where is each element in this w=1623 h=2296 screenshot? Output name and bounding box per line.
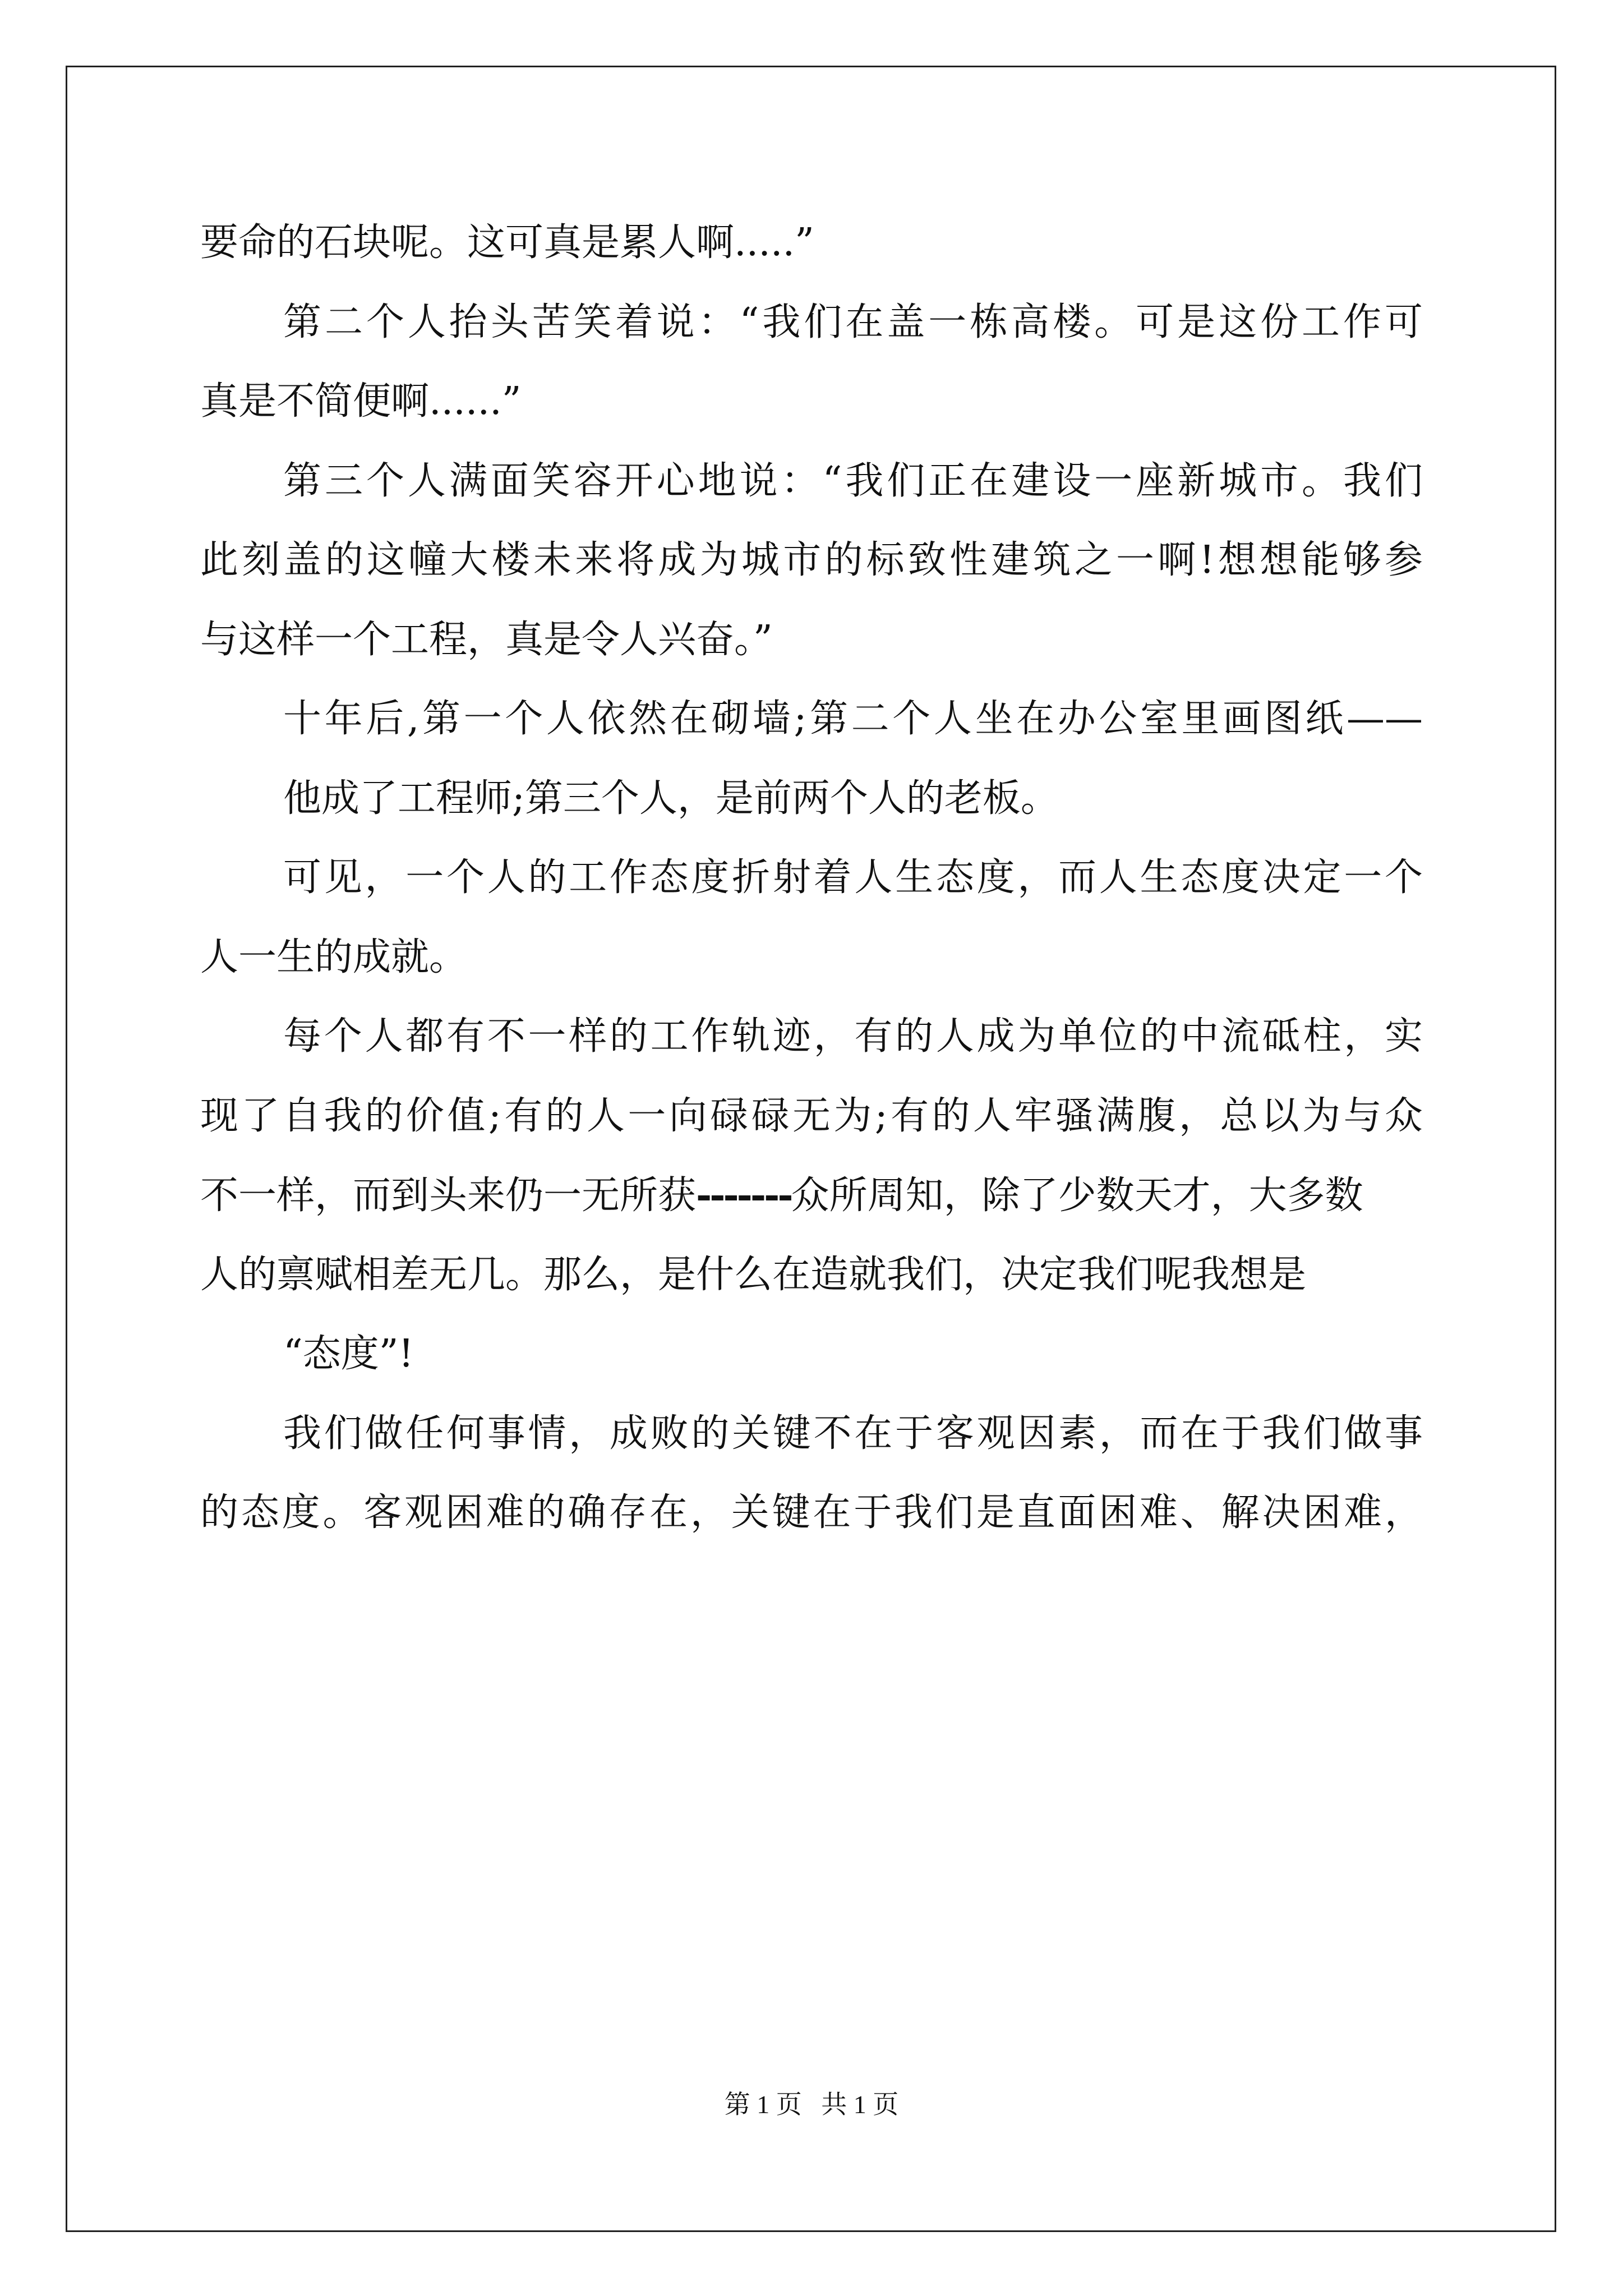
text-line-9: 可见，一个人的工作态度折射着人生态度，而人生态度决定一个 — [283, 855, 1423, 900]
text-line-10: 人一生的成就。 — [200, 935, 468, 979]
text-line-2: 第二个人抬头苦笑着说：“我们在盖一栋高楼。可是这份工作可 — [283, 300, 1423, 344]
page-total: 共 1 页 — [821, 2090, 899, 2119]
text-line-11: 每个人都有不一样的工作轨迹，有的人成为单位的中流砥柱，实 — [283, 1014, 1423, 1059]
text-line-6: 与这样一个工程，真是令人兴奋。” — [200, 618, 773, 662]
text-line-13-start: 不一样，而到头来仍一无所获 — [200, 1174, 697, 1218]
page-footer — [0, 2088, 1623, 2122]
text-line-4: 第三个人满面笑容开心地说：“我们正在建设一座新城市。我们 — [283, 459, 1423, 503]
text-line-16: 我们做任何事情，成败的关键不在于客观因素，而在于我们做事 — [283, 1411, 1423, 1456]
text-line-15: “态度”! — [283, 1332, 414, 1376]
text-line-14: 人的禀赋相差无几。那么，是什么在造就我们，决定我们呢我想是 — [200, 1253, 1307, 1297]
text-line-13 — [200, 1167, 1363, 1224]
dash-separator: ------- — [696, 1173, 791, 1218]
text-line-5: 此刻盖的这幢大楼未来将成为城市的标致性建筑之一啊!想想能够参 — [200, 538, 1423, 582]
text-line-7: 十年后,第一个人依然在砌墙;第二个人坐在办公室里画图纸—— — [283, 697, 1423, 741]
page-number: 第 1 页 — [724, 2090, 802, 2119]
text-line-12: 现了自我的价值;有的人一向碌碌无为;有的人牢骚满腹，总以为与众 — [200, 1094, 1423, 1138]
text-line-1: 要命的石块呢。这可真是累人啊.....” — [200, 220, 814, 265]
text-line-3: 真是不简便啊......” — [200, 379, 522, 424]
text-line-13-end: 众所周知，除了少数天才，大多数 — [791, 1174, 1363, 1218]
text-line-8: 他成了工程师;第三个人，是前两个人的老板。 — [283, 776, 1059, 821]
text-line-17: 的态度。客观困难的确存在，关键在于我们是直面困难、解决困难， — [200, 1490, 1423, 1535]
